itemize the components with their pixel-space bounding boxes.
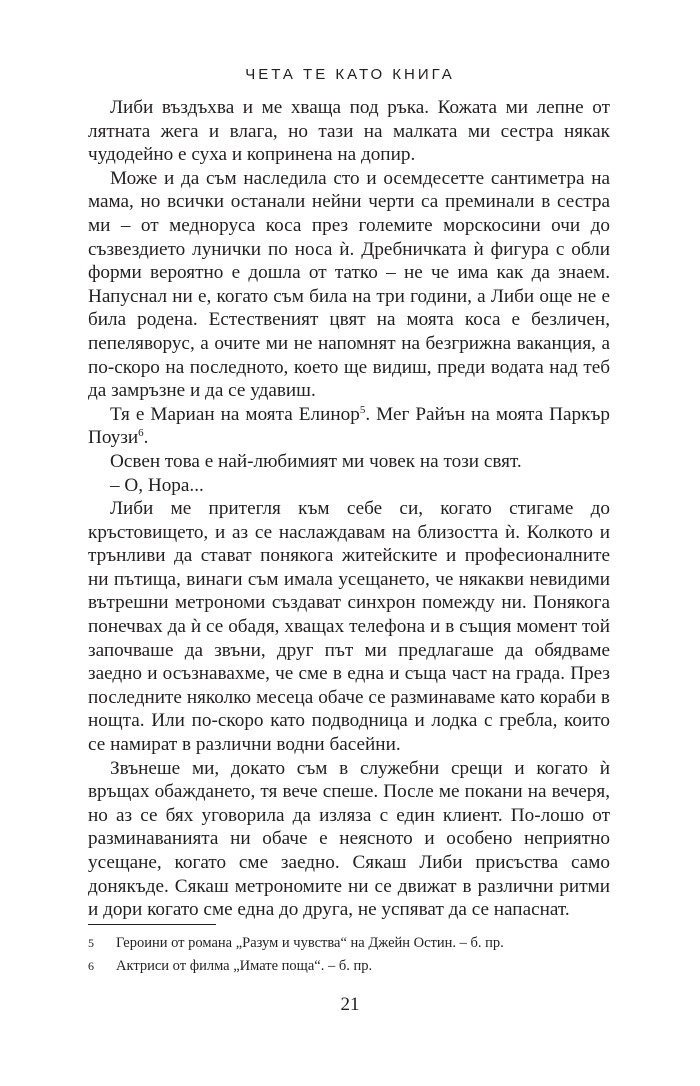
footnote-divider: [88, 924, 216, 925]
footnote-number: 5: [88, 936, 94, 950]
paragraph: Звънеше ми, докато съм в служебни срещи и когато ѝ връщах обаждането, тя вече спеше. После ме покани на вечеря, но аз се бях уговорила да изляза с един клиент. По-лошо от разминаванията ни обаче е неясното и особено неприятно усещане, когато сме заедно. Сякаш Либи присъства само донякъде. Сякаш метрономите ни се движат в различни ритми и дори когато сме една до друга, не успяват да се напаснат.: [88, 757, 610, 921]
paragraph-text: Тя е Мариан на моята Елинор: [110, 403, 360, 425]
footnotes: [88, 932, 610, 978]
footnote-number: 6: [88, 959, 94, 973]
running-head: ЧЕТА ТЕ КАТО КНИГА: [245, 66, 455, 83]
paragraph: Може и да съм наследила сто и осемдесетте сантиметра на мама, но всички останали нейни черти са преминали в сестра ми – от медноруса коса през големите морскосини очи до съзвездието лунички по носа ѝ. Дребничката ѝ фигура с обли форми вероятно е дошла от татко – не че има как да знаем. Напуснал ни е, когато съм била на три години, а Либи още не е била родена. Естественият цвят на моята коса е безличен, пепеляворус, а очите ми не напомнят на безгрижна ваканция, а по-скоро на последното, което ще видиш, преди водата над теб да замръзне и да се удавиш.: [88, 167, 610, 402]
footnote-text: Актриси от филма „Имате поща“. – б. пр.: [116, 958, 373, 974]
paragraph: [88, 403, 610, 450]
paragraph: – О, Нора...: [110, 474, 204, 496]
footnote: [88, 955, 610, 978]
footnote-ref-5: 5: [359, 403, 366, 416]
paragraph: Освен това е най-любимият ми човек на този свят.: [110, 450, 522, 472]
paragraph-text: .: [143, 427, 149, 449]
footnote: [88, 932, 610, 955]
paragraph: Либи въздъхва и ме хваща под ръка. Кожата ми лепне от лятната жега и влага, но тази на малката ми сестра някак чудодейно е суха и копринена на допир.: [88, 97, 610, 166]
footnote-text: Героини от романа „Разум и чувства“ на Джейн Остин. – б. пр.: [116, 935, 504, 951]
footnote-ref-6: 6: [138, 427, 144, 440]
page-number: 21: [340, 994, 360, 1015]
body-text: [88, 96, 610, 922]
paragraph-text: . Мег Райън на моята Паркър Поузи: [88, 403, 610, 449]
paragraph: Либи ме притегля към себе си, когато стигаме до кръстовището, и аз се наслаждавам на близостта ѝ. Колкото и трънливи да стават понякога житейските и професионалните ни пътища, винаги съм имала усещането, че някакви невидими вътрешни метрономи създават синхрон помежду ни. Понякога понечвах да ѝ се обадя, хващах телефона и в същия момент той започваше да звъни, друг път ми предлагаше да обядваме заедно и осъзнавахме, че сме в една и съща част на града. През последните няколко месеца обаче се разминаваме като кораби в нощта. Или по-скоро като подводница и лодка с гребла, които се намират в различни водни басейни.: [88, 498, 610, 756]
